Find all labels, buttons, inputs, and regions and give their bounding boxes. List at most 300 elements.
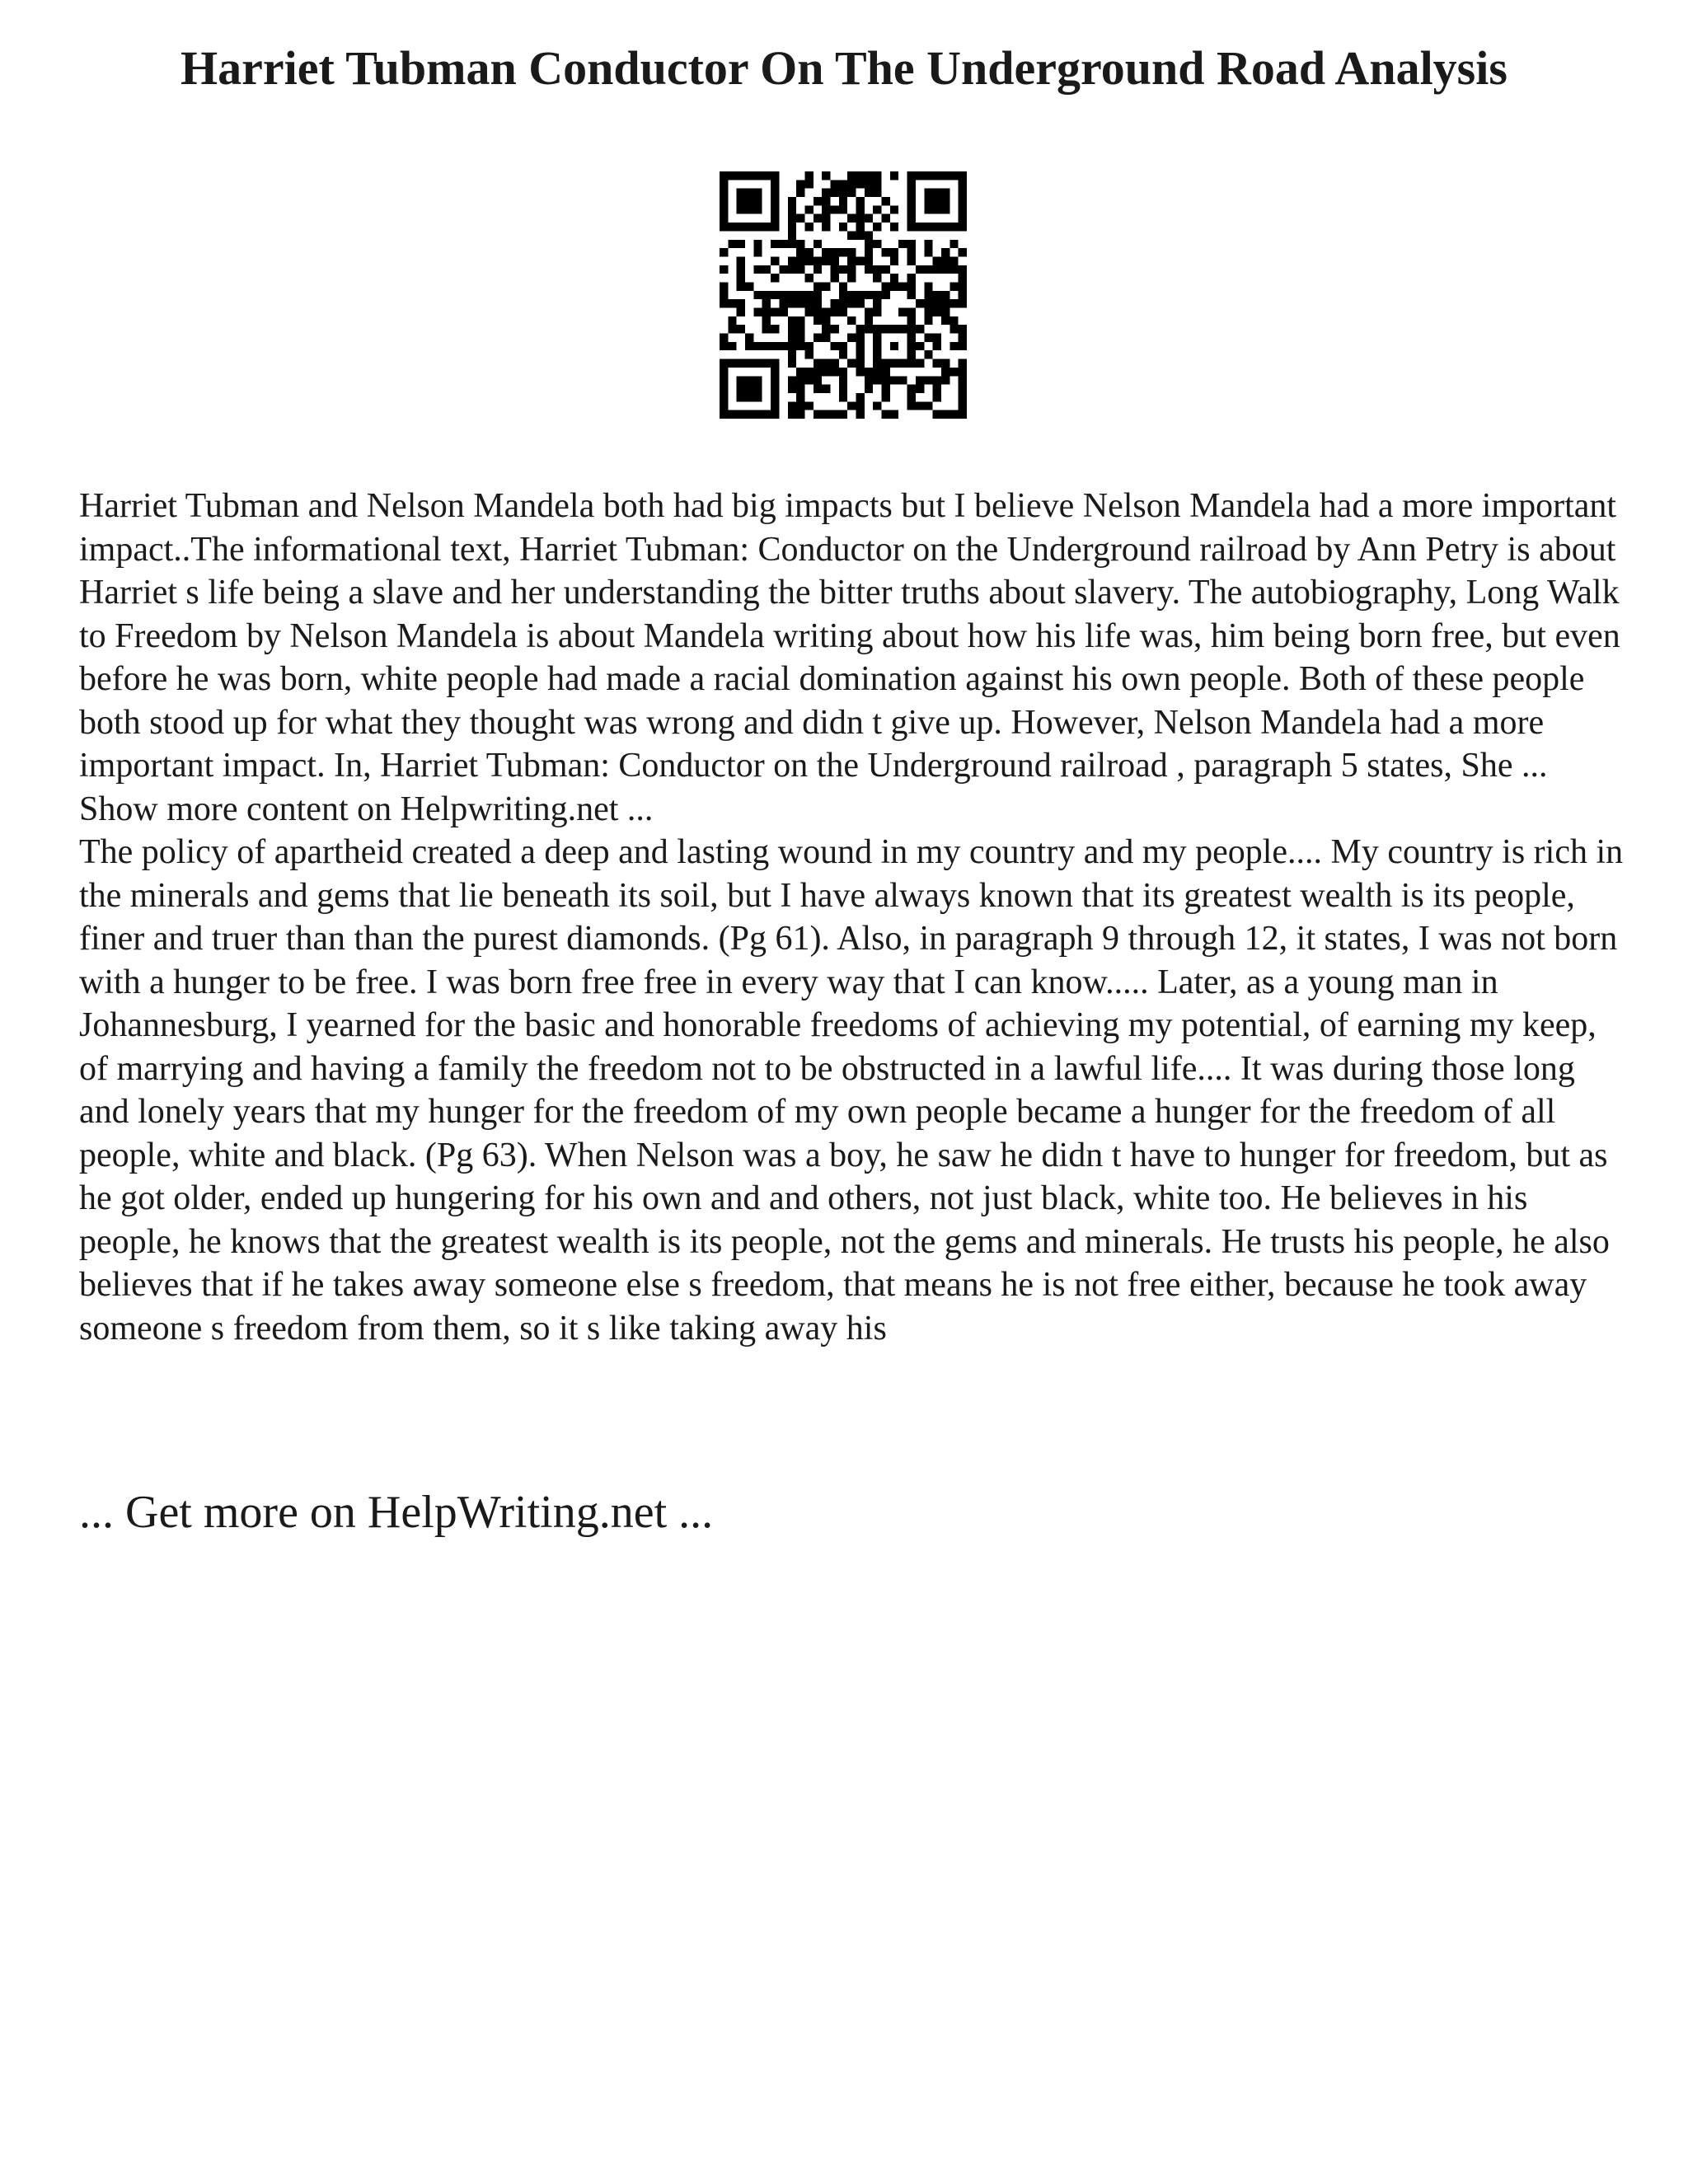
qr-module [737,189,745,197]
qr-module [873,342,881,350]
qr-module [720,197,728,205]
qr-module [822,368,830,376]
qr-module [941,316,950,325]
qr-module [865,376,873,384]
qr-module [737,299,745,307]
qr-module [720,334,728,342]
qr-module [933,334,941,342]
qr-module [804,308,813,316]
paragraph: The policy of apartheid created a deep and lasting wound in my country and my people.... My country is rich in the minerals and gems that lie beneath its soil, but I have always known that its greatest wealth is its people, finer and truer than than the purest diamonds. (Pg 61). Also, in paragraph 9 through 12, it states, I was not born with a hunger to be free. I was born free free in every way that I can know..... Later, as a young man in Johannesburg, I yearned for the basic and honorable freedoms of achieving my potential, of earning my keep, of marrying and having a family the freedom not to be obstructed in a lawful life.... It was during those long and lonely years that my hunger for the freedom of my own people became a hunger for the freedom of all people, white and black. (Pg 63). When Nelson was a boy, he saw he didn t have to hunger for freedom, but as he got older, ended up hungering for his own and and others, not just black, white too. He believes in his people, he knows that the greatest wealth is its people, not the gems and minerals. He trusts his people, he also believes that if he takes away someone else s freedom, that means he is not free either, because he took away someone s freedom from them, so it s like taking away his [79,833,1624,1347]
article-body [79,485,1629,1350]
qr-module [771,197,779,205]
qr-module [796,214,804,223]
qr-module [822,197,830,205]
qr-module [865,240,873,248]
qr-module [822,325,830,333]
qr-module [959,189,967,197]
qr-module [959,205,967,213]
qr-module [959,342,967,350]
qr-module [856,334,865,342]
qr-module [762,299,771,307]
qr-module [779,265,787,274]
qr-module [830,248,838,256]
qr-module [737,385,745,393]
qr-module [865,308,873,316]
qr-module [771,180,779,188]
qr-module [882,359,890,368]
qr-module [907,334,916,342]
qr-module [788,401,796,410]
qr-module [762,342,771,350]
qr-module [745,342,753,350]
qr-module [745,205,753,213]
qr-module [924,248,932,256]
qr-module [788,214,796,223]
qr-module [959,274,967,282]
qr-module [839,308,847,316]
qr-module [847,265,856,274]
qr-module [839,350,847,359]
qr-module [720,393,728,401]
qr-module [788,334,796,342]
qr-module [720,368,728,376]
qr-module [839,265,847,274]
qr-module [882,325,890,333]
qr-module [830,256,838,265]
qr-module [771,325,779,333]
qr-module [890,342,898,350]
qr-module [728,240,736,248]
qr-module [814,282,822,290]
qr-module [916,223,924,231]
qr-module [865,256,873,265]
qr-module [822,248,830,256]
qr-module [933,189,941,197]
qr-module [882,393,890,401]
qr-module [882,197,890,205]
qr-module [907,256,916,265]
qr-module [762,325,771,333]
qr-module [753,171,762,180]
qr-module [959,299,967,307]
qr-module [720,171,728,180]
qr-module [839,248,847,256]
qr-module [753,410,762,419]
qr-module [959,214,967,223]
qr-module [959,410,967,419]
qr-module [890,248,898,256]
qr-module [847,334,856,342]
qr-module [873,334,881,342]
qr-module [771,368,779,376]
qr-module [898,359,907,368]
qr-module [720,342,728,350]
qr-module [830,342,838,350]
qr-module [847,299,856,307]
qr-module [788,350,796,359]
qr-module [856,231,865,239]
qr-module [745,385,753,393]
qr-module [822,308,830,316]
qr-module [865,171,873,180]
qr-module [847,248,856,256]
qr-module [941,376,950,384]
qr-module [814,334,822,342]
qr-module [898,308,907,316]
qr-module [720,359,728,368]
qr-module [882,410,890,419]
qr-module [941,171,950,180]
qr-module [898,240,907,248]
qr-module [959,393,967,401]
qr-module [907,325,916,333]
qr-module [933,171,941,180]
qr-module [788,231,796,239]
qr-module [762,223,771,231]
qr-module [788,376,796,384]
qr-module [779,291,787,299]
qr-module [788,291,796,299]
qr-module [856,368,865,376]
qr-module [873,401,881,410]
qr-module [856,342,865,350]
qr-module [950,256,958,265]
qr-module [882,291,890,299]
qr-module [804,274,813,282]
qr-module [847,180,856,188]
qr-module [771,256,779,265]
qr-module [856,256,865,265]
qr-module [924,316,932,325]
qr-module [720,189,728,197]
qr-module [907,205,916,213]
qr-module [839,223,847,231]
qr-module [907,189,916,197]
qr-module [882,282,890,290]
qr-module [907,316,916,325]
qr-module [856,325,865,333]
qr-module [762,359,771,368]
qr-module [737,205,745,213]
qr-module [873,291,881,299]
qr-module [839,410,847,419]
qr-module [788,265,796,274]
qr-module [941,299,950,307]
qr-module [924,205,932,213]
qr-module [720,265,728,274]
qr-module [796,240,804,248]
qr-module [959,376,967,384]
qr-module [882,214,890,223]
qr-module [804,401,813,410]
qr-module [804,376,813,384]
qr-module [779,342,787,350]
qr-module [830,274,838,282]
qr-module [865,180,873,188]
qr-module [941,189,950,197]
qr-module [847,401,856,410]
qr-module [771,214,779,223]
qr-module [950,325,958,333]
qr-module [753,240,762,248]
qr-module [814,376,822,384]
qr-module [753,385,762,393]
qr-module [856,171,865,180]
paragraph: Harriet Tubman and Nelson Mandela both had big impacts but I believe Nelson Mandela had a more important impact..The informational text, Harriet Tubman: Conductor on the Underground railroad by Ann Petry is about Harriet s life being a slave and her understanding the bitter truths about slavery. The autobiography, Long Walk to Freedom by Nelson Mandela is about Mandela writing about how his life was, him being born free, but even before he was born, white people had made a racial domination against his own people. Both of these people both stood up for what they thought was wrong and didn t give up. However, Nelson Mandela had a more important impact. In, Harriet Tubman: Conductor on the Underground railroad , paragraph 5 states, She ... Show more content on Helpwriting.net ... [79,487,1620,828]
qr-module [933,205,941,213]
qr-module [822,189,830,197]
qr-module [771,291,779,299]
qr-module [959,248,967,256]
qr-module [796,376,804,384]
qr-module [847,359,856,368]
qr-module [856,350,865,359]
qr-module [933,308,941,316]
qr-module [890,325,898,333]
qr-module [839,385,847,393]
qr-module [822,359,830,368]
qr-module [873,180,881,188]
qr-module [882,385,890,393]
qr-module [847,231,856,239]
qr-module [907,282,916,290]
qr-module [796,342,804,350]
qr-module [822,223,830,231]
qr-module [882,265,890,274]
qr-module [890,171,898,180]
qr-module [959,325,967,333]
qr-module [830,410,838,419]
qr-module [839,180,847,188]
qr-module [856,291,865,299]
qr-module [941,359,950,368]
qr-module [907,197,916,205]
qr-module [873,274,881,282]
qr-module [924,350,932,359]
qr-module [873,205,881,213]
qr-module [847,316,856,325]
qr-module [814,299,822,307]
qr-module [873,171,881,180]
qr-module [804,248,813,256]
qr-module [753,197,762,205]
qr-module [941,265,950,274]
qr-module [830,368,838,376]
qr-module [753,393,762,401]
qr-module [907,393,916,401]
qr-module [788,325,796,333]
qr-module [745,410,753,419]
qr-module [771,205,779,213]
qr-module [916,171,924,180]
qr-module [788,197,796,205]
qr-module [788,205,796,213]
qr-module [753,248,762,256]
qr-module [830,205,838,213]
qr-module [762,410,771,419]
qr-module [822,385,830,393]
qr-module [959,282,967,290]
qr-module [737,282,745,290]
qr-module [856,359,865,368]
qr-module [933,223,941,231]
qr-module [873,350,881,359]
qr-module [856,197,865,205]
qr-module [779,240,787,248]
qr-module [779,299,787,307]
qr-module [847,291,856,299]
qr-module [865,248,873,256]
qr-module [907,401,916,410]
qr-module [865,385,873,393]
qr-module [814,291,822,299]
qr-module [941,197,950,205]
qr-module [933,410,941,419]
qr-module [822,410,830,419]
qr-module [916,342,924,350]
qr-module [873,240,881,248]
qr-module [907,308,916,316]
qr-module [822,205,830,213]
qr-module [873,376,881,384]
qr-module [771,342,779,350]
qr-module [865,189,873,197]
qr-module [737,240,745,248]
qr-module [796,248,804,256]
qr-module [916,401,924,410]
qr-module [804,171,813,180]
qr-module [720,282,728,290]
qr-module [796,189,804,197]
qr-module [804,223,813,231]
qr-module [804,180,813,188]
qr-module [753,291,762,299]
qr-module [890,359,898,368]
qr-module [753,376,762,384]
qr-module [924,299,932,307]
qr-module [873,265,881,274]
qr-module [924,291,932,299]
qr-module [728,223,736,231]
qr-module [771,171,779,180]
qr-module [728,171,736,180]
qr-module [737,393,745,401]
qr-module [814,214,822,223]
qr-module [796,334,804,342]
qr-module [839,291,847,299]
qr-module [924,376,932,384]
qr-module [873,308,881,316]
qr-module [916,376,924,384]
qr-module [720,376,728,384]
qr-module [788,385,796,393]
qr-module [856,410,865,419]
qr-module [796,291,804,299]
qr-module [737,256,745,265]
qr-module [814,197,822,205]
qr-module [890,256,898,265]
qr-module [720,410,728,419]
qr-module [959,291,967,299]
qr-module [890,274,898,282]
qr-module [814,385,822,393]
qr-module [788,256,796,265]
qr-module [856,205,865,213]
qr-module [950,171,958,180]
qr-module [907,350,916,359]
qr-module [753,223,762,231]
qr-module [788,359,796,368]
qr-module [728,410,736,419]
qr-module [924,401,932,410]
qr-module [814,316,822,325]
qr-module [924,240,932,248]
qr-module [830,265,838,274]
qr-module [762,171,771,180]
qr-module [737,171,745,180]
qr-module [839,197,847,205]
qr-module [814,256,822,265]
get-more-link[interactable]: ... Get more on HelpWriting.net ... [79,1487,714,1538]
qr-module [950,240,958,248]
qr-module [796,265,804,274]
qr-module [771,401,779,410]
qr-module [737,223,745,231]
qr-module [737,308,745,316]
qr-module [950,368,958,376]
qr-module [959,180,967,188]
qr-module [907,342,916,350]
qr-module [796,410,804,419]
qr-module [924,223,932,231]
qr-module [839,393,847,401]
qr-module [771,410,779,419]
page-title: Harriet Tubman Conductor On The Underground Road Analysis [181,41,1507,95]
qr-module [865,231,873,239]
qr-module [771,393,779,401]
qr-module [916,299,924,307]
qr-module [737,359,745,368]
qr-module [856,214,865,223]
qr-module [933,376,941,384]
qr-module [890,410,898,419]
qr-code-icon[interactable] [720,171,967,419]
qr-module [907,171,916,180]
qr-module [804,350,813,359]
qr-module [788,299,796,307]
qr-module [933,256,941,265]
qr-module [814,359,822,368]
qr-module [950,223,958,231]
qr-module [771,240,779,248]
qr-module [941,410,950,419]
qr-module [771,359,779,368]
qr-module [796,316,804,325]
qr-module [762,291,771,299]
qr-module [873,189,881,197]
qr-module [898,376,907,384]
qr-module [804,342,813,350]
qr-module [959,223,967,231]
qr-module [890,376,898,384]
qr-module [720,299,728,307]
qr-module [924,265,932,274]
qr-module [916,385,924,393]
qr-module [796,299,804,307]
qr-module [856,299,865,307]
qr-module [737,274,745,282]
qr-module [788,342,796,350]
